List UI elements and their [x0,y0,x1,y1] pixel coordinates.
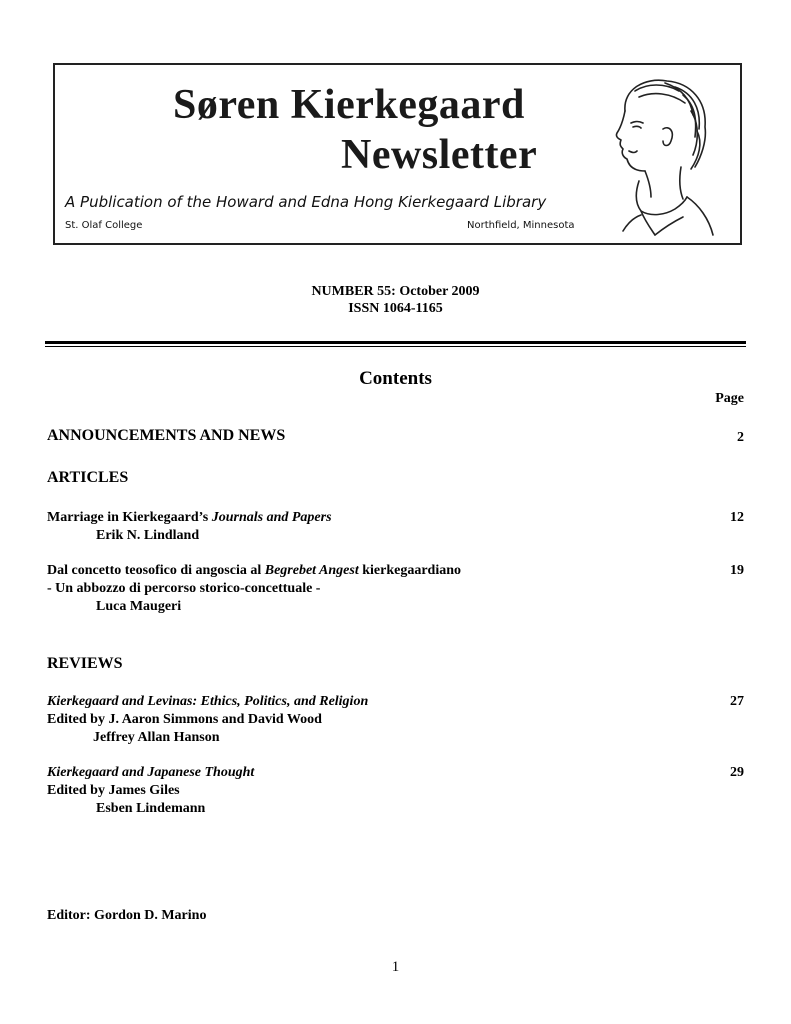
article1-title-italic: Journals and Papers [211,510,332,525]
editor-line: Editor: Gordon D. Marino [47,908,207,923]
section-reviews: REVIEWS [47,655,123,672]
section-articles: ARTICLES [47,469,129,486]
article1-title [47,510,332,526]
article1-author: Erik N. Lindland [96,528,200,543]
divider-thin [45,346,746,347]
article1-title-text: Marriage in Kierkegaard’s [47,510,212,525]
masthead [53,63,742,245]
masthead-college: St. Olaf College [65,220,143,231]
review2-reviewer: Esben Lindemann [96,801,206,816]
review1-editors: Edited by J. Aaron Simmons and David Wood [47,712,322,727]
review1-page: 27 [730,694,744,709]
announcements-page: 2 [737,430,744,445]
page-column-header: Page [715,391,744,406]
page-number: 1 [391,959,400,975]
article2-title-italic: Begrebet Angest [264,563,359,578]
article2-title [47,563,461,579]
article1-page: 12 [730,510,744,525]
article2-title-end: kierkegaardiano [358,563,462,578]
kierkegaard-portrait-icon [595,71,723,237]
review1-book-title: Kierkegaard and Levinas: Ethics, Politics, and Religion [47,694,369,709]
issue-number: NUMBER 55: October 2009 [311,284,480,299]
review1-reviewer: Jeffrey Allan Hanson [93,730,220,745]
masthead-subtitle: A Publication of the Howard and Edna Hong Kierkegaard Library [65,193,547,211]
article2-page: 19 [730,563,744,578]
review2-book [47,765,254,781]
article2-author: Luca Maugeri [96,599,182,614]
contents-title: Contents [359,368,432,389]
article2-title-text: Dal concetto teosofico di angoscia al [47,563,265,578]
masthead-title-line1: Søren Kierkegaard [173,82,525,128]
review2-book-title: Kierkegaard and Japanese Thought [47,765,255,780]
review2-editors: Edited by James Giles [47,783,180,798]
masthead-location: Northfield, Minnesota [467,220,575,231]
section-announcements: ANNOUNCEMENTS AND NEWS [47,427,286,444]
article2-subtitle: - Un abbozzo di percorso storico-concettuale - [47,581,321,596]
review1-book [47,694,368,710]
divider-thick [45,341,746,344]
masthead-title-line2: Newsletter [341,132,538,178]
issue-issn: ISSN 1064-1165 [348,301,443,316]
review2-page: 29 [730,765,744,780]
